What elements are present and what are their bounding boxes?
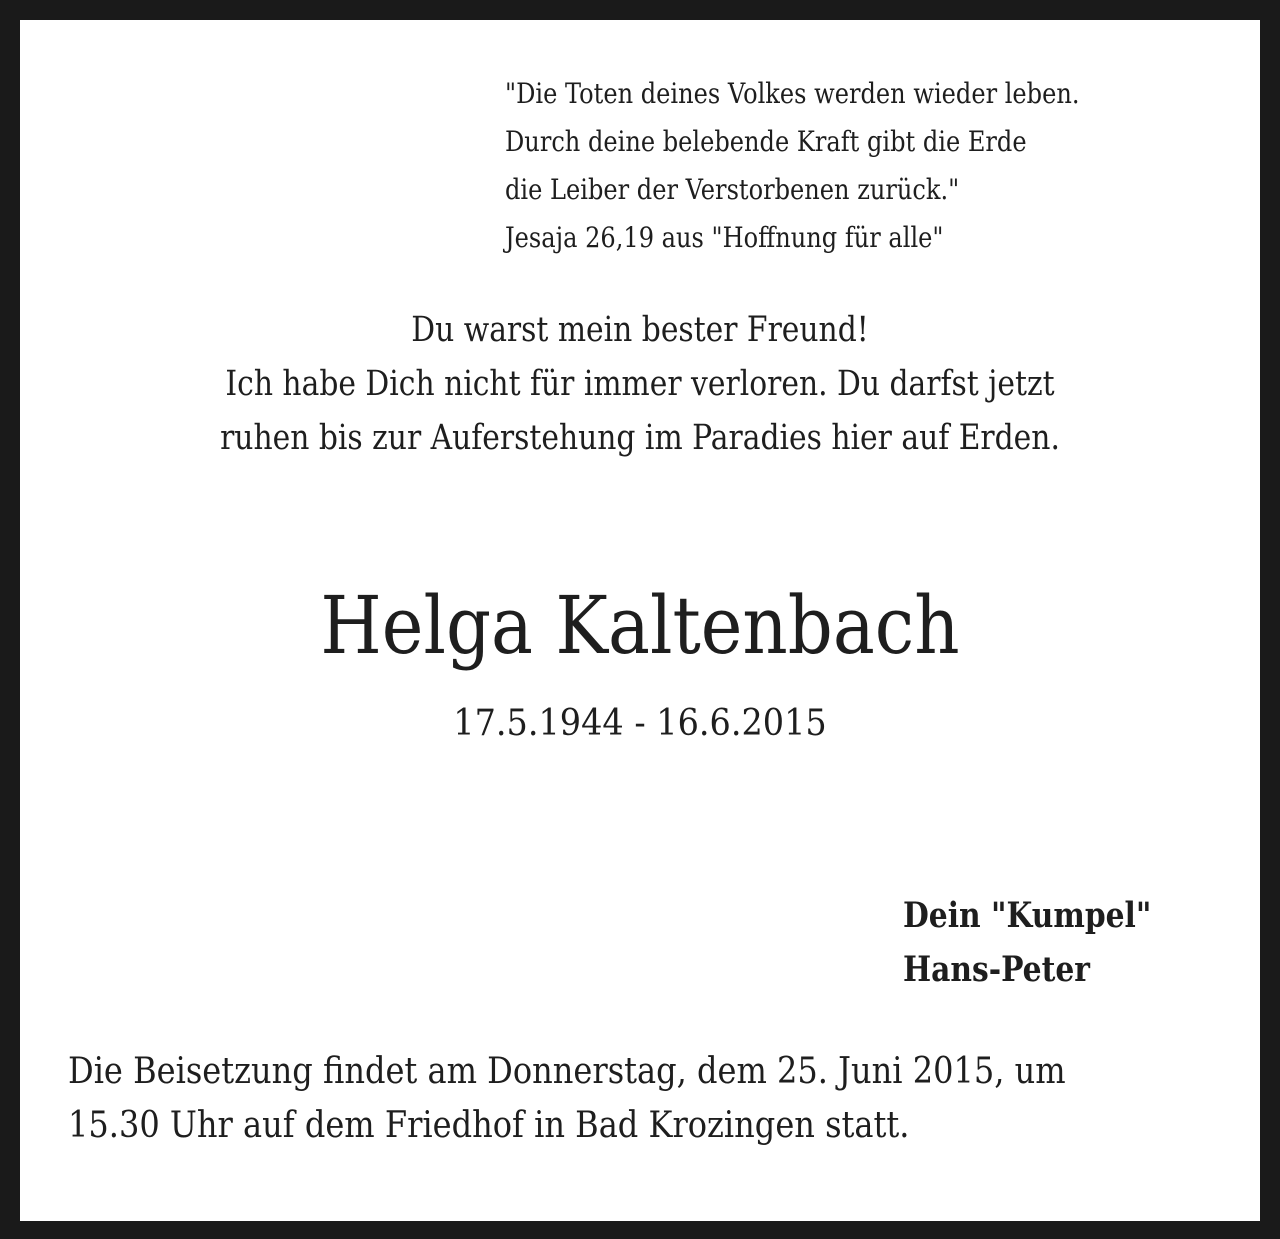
- deceased-name: Helga Kaltenbach: [320, 579, 960, 672]
- verse-source: Jesaja 26,19 aus "Hoffnung für alle": [505, 221, 944, 254]
- signature-line: Dein "Kumpel": [903, 895, 1152, 936]
- verse-line: die Leiber der Verstorbenen zurück.": [505, 173, 960, 206]
- burial-line: 15.30 Uhr auf dem Friedhof in Bad Krozingen statt.: [68, 1105, 910, 1146]
- life-dates: 17.5.1944 - 16.6.2015: [453, 703, 827, 744]
- burial-info: [68, 1045, 1066, 1153]
- signature-name: Hans-Peter: [903, 949, 1090, 990]
- personal-message: [20, 303, 1260, 465]
- burial-line: Die Beisetzung findet am Donnerstag, dem 25. Juni 2015, um: [68, 1051, 1066, 1092]
- message-line: ruhen bis zur Auferstehung im Paradies hier auf Erden.: [220, 418, 1060, 458]
- message-line: Ich habe Dich nicht für immer verloren. Du darfst jetzt: [225, 364, 1055, 404]
- verse-line: "Die Toten deines Volkes werden wieder leben.: [505, 77, 1080, 110]
- message-line: Du warst mein bester Freund!: [411, 310, 869, 350]
- bible-verse: [505, 70, 1080, 262]
- verse-line: Durch deine belebende Kraft gibt die Erde: [505, 125, 1027, 158]
- signature: [903, 889, 1151, 997]
